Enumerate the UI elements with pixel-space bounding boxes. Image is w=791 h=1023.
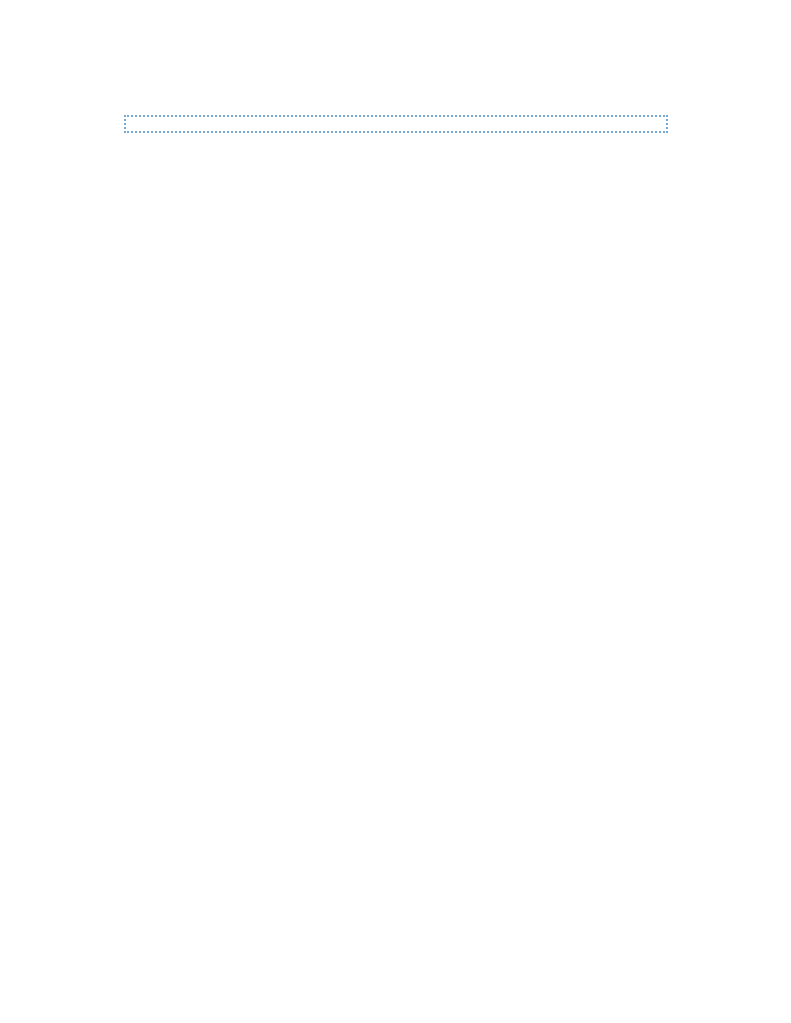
- health-safety-box: [124, 115, 668, 133]
- menu-content: [120, 115, 671, 133]
